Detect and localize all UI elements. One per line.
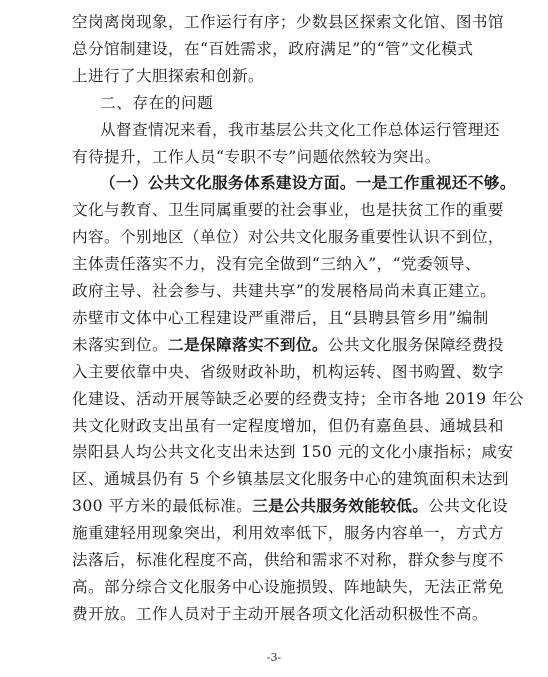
body-line (100, 173, 516, 193)
line-text: 入主要依靠中央、省级财政补助，机构运转、图书购置、数字 (72, 362, 504, 381)
body-line (72, 416, 504, 436)
body-line (72, 389, 524, 409)
body-line (72, 577, 504, 597)
body-line (72, 469, 509, 489)
line-text: 内容。个别地区（单位）对公共文化服务重要性认识不到位， (72, 228, 504, 247)
body-line (72, 147, 441, 167)
body-line (72, 281, 496, 301)
body-line (72, 12, 504, 32)
line-text: 有待提升，工作人员“专职不专”问题依然较为突出。 (72, 147, 441, 166)
body-line (72, 254, 481, 274)
line-text: 文化与教育、卫生同属重要的社会事业，也是扶贫工作的重要 (72, 201, 504, 220)
line-text: 主体责任落实不力，没有完全做到“三纳入”，“党委领导、 (72, 255, 481, 274)
heading-text: 二、存在的问题 (100, 93, 214, 112)
page-number (0, 651, 548, 665)
body-line (100, 120, 500, 140)
line-text: 施重建轻用现象突出，利用效率低下，服务内容单一，方式方 (72, 524, 504, 543)
body-line (72, 523, 504, 543)
line-text: 公共文化设 (428, 497, 509, 516)
page-number-text: -3- (266, 651, 282, 664)
body-line (72, 39, 473, 59)
body-line (72, 496, 508, 516)
body-line (72, 442, 514, 462)
body-line (72, 550, 504, 570)
body-line-last (72, 604, 488, 624)
body-line (72, 227, 504, 247)
emphasis-text: 二是保障落实不到位。 (167, 334, 328, 354)
line-text: 区、通城县仍有 5 个乡镇基层文化服务中心的建筑面积未达到 (72, 470, 509, 489)
section-heading (100, 93, 213, 113)
line-text: 费开放。工作人员对于主动开展各项文化活动积极性不高。 (72, 604, 488, 623)
subheading-text: （一）公共文化服务体系建设方面。一是工作重视还不够。 (100, 173, 516, 193)
line-text: 300 平方米的最低标准。 (72, 497, 253, 516)
body-line (72, 308, 489, 328)
line-text: 未落实到位。 (72, 335, 168, 354)
line-text: 政府主导、社会参与、共建共享”的发展格局尚未真正建立。 (72, 282, 497, 300)
body-line (72, 362, 504, 382)
line-text: 总分馆制建设，在“百姓需求，政府满足”的“管”文化模式 (72, 39, 474, 58)
line-text: 上进行了大胆探索和创新。 (72, 66, 264, 85)
line-text: 化建设、活动开展等缺乏必要的经费支持；全市各地 2019 年公 (72, 389, 524, 408)
line-text: 空岗离岗现象，工作运行有序；少数县区探索文化馆、图书馆 (72, 13, 504, 31)
line-text: 公共文化服务保障经费投 (327, 335, 504, 354)
body-line (72, 200, 504, 220)
emphasis-text: 三是公共服务效能较低。 (252, 496, 429, 516)
line-text: 从督查情况来看，我市基层公共文化工作总体运行管理还 (100, 120, 500, 139)
body-line (72, 66, 264, 86)
line-text: 高。部分综合文化服务中心设施损毁、阵地缺失，无法正常免 (72, 577, 504, 596)
line-text: 崇阳县人均公共文化支出未达到 150 元的文化小康指标；咸安 (72, 443, 514, 462)
line-text: 法落后，标准化程度不高，供给和需求不对称，群众参与度不 (72, 551, 504, 569)
line-text: 共文化财政支出虽有一定程度增加，但仍有嘉鱼县、通城县和 (72, 416, 504, 435)
line-text: 赤壁市文体中心工程建设严重滞后，且“县聘县管乡用”编制 (72, 308, 489, 327)
body-line (72, 335, 504, 355)
